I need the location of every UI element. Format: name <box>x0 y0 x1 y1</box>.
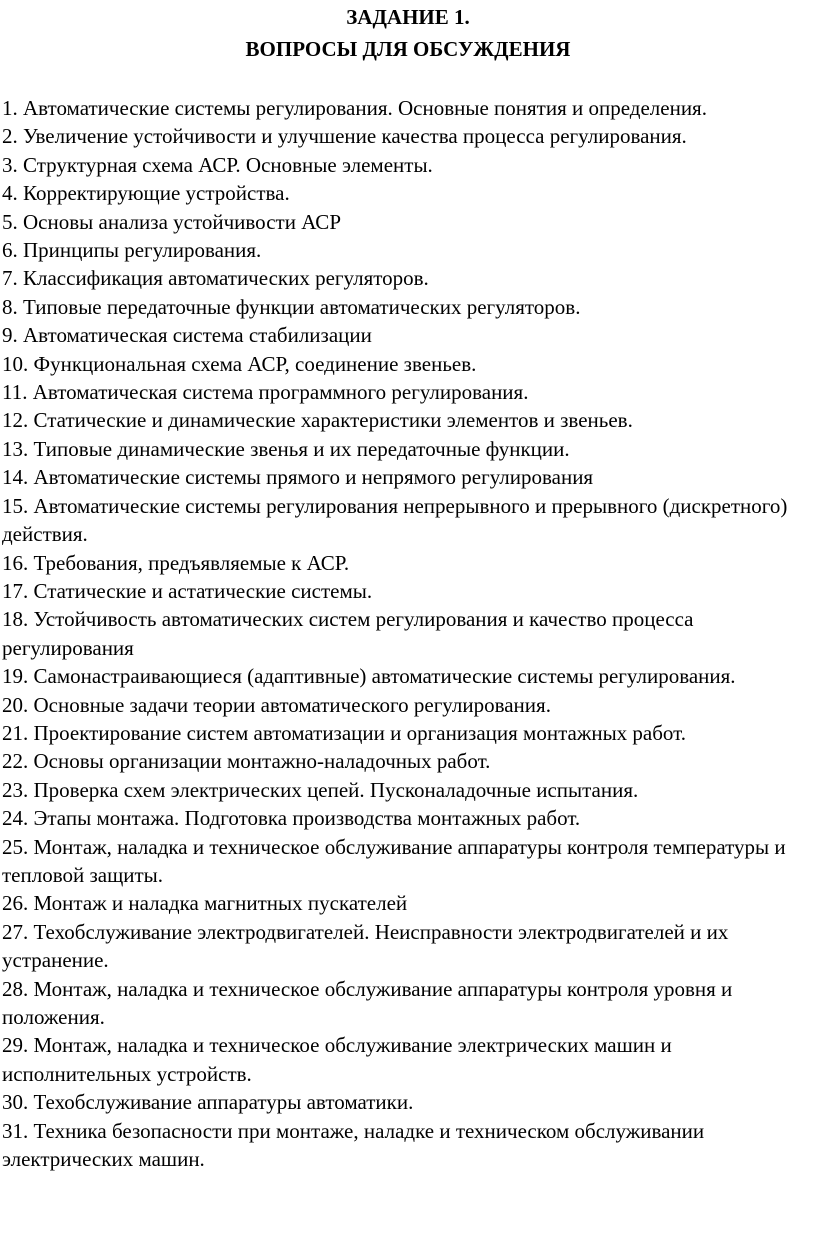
question-item: 13. Типовые динамические звенья и их передаточные функции. <box>2 436 570 461</box>
question-item: 11. Автоматическая система программного регулирования. <box>2 380 529 405</box>
question-item: 28. Монтаж, наладка и техническое обслуживание аппаратуры контроля уровня и положения. <box>2 976 733 1029</box>
question-item: 3. Структурная схема АСР. Основные элементы. <box>2 152 433 177</box>
question-item: 18. Устойчивость автоматических систем регулирования и качество процесса регулирования <box>2 607 694 660</box>
question-item: 21. Проектирование систем автоматизации и организация монтажных работ. <box>2 720 687 745</box>
question-item: 30. Техобслуживание аппаратуры автоматики. <box>2 1090 414 1115</box>
question-item: 25. Монтаж, наладка и техническое обслуживание аппаратуры контроля температуры и тепловой защиты. <box>2 834 786 887</box>
question-item: 26. Монтаж и наладка магнитных пускателей <box>2 891 408 916</box>
question-item: 2. Увеличение устойчивости и улучшение качества процесса регулирования. <box>2 124 687 149</box>
question-item: 31. Техника безопасности при монтаже, наладке и техническом обслуживании электрических машин. <box>2 1118 705 1172</box>
question-item: 27. Техобслуживание электродвигателей. Неисправности электродвигателей и их устранение. <box>2 919 729 973</box>
question-item: 15. Автоматические системы регулирования непрерывного и прерывного (дискретного) действия. <box>2 493 788 547</box>
question-item: 9. Автоматическая система стабилизации <box>2 323 372 348</box>
assignment-title: ЗАДАНИЕ 1. <box>346 5 470 29</box>
question-item: 22. Основы организации монтажно-наладочных работ. <box>2 749 491 774</box>
question-item: 24. Этапы монтажа. Подготовка производства монтажных работ. <box>2 806 581 831</box>
question-item: 23. Проверка схем электрических цепей. Пусконаладочные испытания. <box>2 777 639 802</box>
question-item: 1. Автоматические системы регулирования. Основные понятия и определения. <box>2 96 707 120</box>
question-item: 7. Классификация автоматических регуляторов. <box>2 266 429 291</box>
question-item: 12. Статические и динамические характеристики элементов и звеньев. <box>2 408 633 433</box>
question-item: 5. Основы анализа устойчивости АСР <box>2 209 341 234</box>
question-item: 10. Функциональная схема АСР, соединение звеньев. <box>2 351 477 376</box>
question-item: 16. Требования, предъявляемые к АСР. <box>2 550 350 575</box>
question-item: 17. Статические и астатические системы. <box>2 578 373 603</box>
question-item: 6. Принципы регулирования. <box>2 238 262 263</box>
question-item: 14. Автоматические системы прямого и непрямого регулирования <box>2 465 594 490</box>
questions-list <box>2 94 814 1173</box>
question-item: 29. Монтаж, наладка и техническое обслуживание электрических машин и исполнительных устройств. <box>2 1033 672 1086</box>
assignment-subtitle: ВОПРОСЫ ДЛЯ ОБСУЖДЕНИЯ <box>245 37 571 61</box>
question-item: 20. Основные задачи теории автоматического регулирования. <box>2 692 551 717</box>
question-item: 8. Типовые передаточные функции автоматических регуляторов. <box>2 294 581 319</box>
question-item: 19. Самонастраивающиеся (адаптивные) автоматические системы регулирования. <box>2 664 736 689</box>
question-item: 4. Корректирующие устройства. <box>2 181 290 206</box>
